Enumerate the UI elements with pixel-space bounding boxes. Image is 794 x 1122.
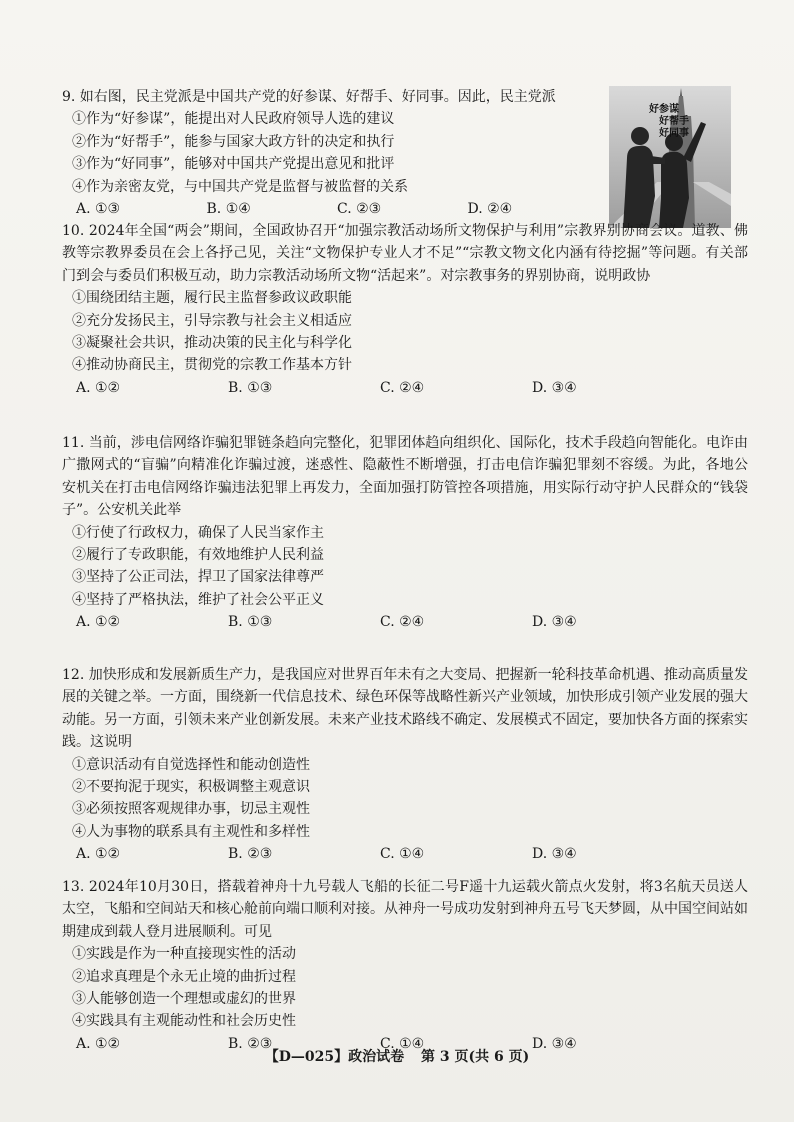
answer-choices: [62, 377, 748, 399]
answer-choices: [62, 611, 748, 633]
question-9: [62, 86, 598, 220]
statement-option: ④人为事物的联系具有主观性和多样性: [72, 823, 310, 840]
question-10: [62, 220, 748, 399]
answer-choices: [62, 843, 748, 865]
choice-b[interactable]: B. ①③: [228, 614, 273, 631]
choice-a[interactable]: A. ①②: [76, 379, 121, 396]
choice-a[interactable]: A. ①②: [76, 846, 121, 863]
illustration-caption: [649, 104, 689, 140]
statement-option: ④推动协商民主，贯彻党的宗教工作基本方针: [72, 357, 352, 374]
question-stem: 9. 如右图，民主党派是中国共产党的好参谋、好帮手、好同事。因此，民主党派: [62, 89, 556, 105]
statement-option: ②追求真理是个永无止境的曲折过程: [72, 968, 296, 985]
question-stem: 10. 2024年全国“两会”期间，全国政协召开“加强宗教活动场所文物保护与利用”宗教界别协商会议。道教、佛教等宗教界委员在会上各抒己见，关注“文物保护专业人才不足”“宗教文物文化内涵有待挖掘”等问题。有关部门到会与委员们积极互动，助力宗教活动场所文物“活起来”。对宗教事务的界别协商，说明政协: [62, 223, 748, 284]
exam-code: 【D—025】政治试卷: [264, 1049, 405, 1065]
choice-d[interactable]: D. ②④: [467, 201, 513, 218]
choice-b[interactable]: B. ②③: [228, 846, 273, 863]
page-footer: [0, 1046, 794, 1066]
statement-option: ④坚持了严格执法，维护了社会公平正义: [72, 591, 324, 608]
statement-option: ②不要拘泥于现实，积极调整主观意识: [72, 779, 310, 796]
statement-option: ④作为亲密友党，与中国共产党是监督与被监督的关系: [72, 178, 408, 195]
statement-option: ①实践是作为一种直接现实性的活动: [72, 946, 296, 963]
choice-d[interactable]: D. ③④: [532, 379, 577, 396]
party-cooperation-illustration: [609, 86, 731, 228]
statement-option: ③坚持了公正司法，捍卫了国家法律尊严: [72, 569, 324, 586]
choice-b[interactable]: B. ①④: [206, 201, 251, 218]
statement-option: ②充分发扬民主，引导宗教与社会主义相适应: [72, 312, 352, 329]
caption-line: 好帮手: [659, 116, 689, 127]
choice-c[interactable]: C. ①④: [380, 846, 425, 863]
choice-a[interactable]: A. ①③: [76, 201, 121, 218]
question-stem: 13. 2024年10月30日，搭载着神舟十九号载人飞船的长征二号F遥十九运载火箭点火发射，将3名航天员送人太空，飞船和空间站天和核心舱前向端口顺利对接。从神舟一号成功发射到神舟五号飞天梦圆，从中国空间站如期建成到载人登月进展顺利。可见: [62, 879, 748, 940]
statement-option: ③凝聚社会共识，推动决策的民主化与科学化: [72, 335, 352, 352]
caption-line: 好同事: [659, 128, 689, 139]
statement-option: ①围绕团结主题，履行民主监督参政议政职能: [72, 290, 352, 307]
statement-option: ①作为“好参谋”，能提出对人民政府领导人选的建议: [72, 111, 395, 128]
statement-option: ③人能够创造一个理想或虚幻的世界: [72, 991, 296, 1008]
statement-option: ①行使了行政权力，确保了人民当家作主: [72, 524, 324, 541]
statement-option: ②履行了专政职能，有效地维护人民利益: [72, 547, 324, 564]
choice-d[interactable]: D. ③④: [532, 846, 577, 863]
choice-d[interactable]: D. ③④: [532, 1035, 577, 1052]
choice-c[interactable]: C. ②④: [380, 614, 425, 631]
statement-option: ②作为“好帮手”，能参与国家大政方针的决定和执行: [72, 133, 395, 150]
page-number: 第 3 页(共 6 页): [421, 1049, 530, 1065]
question-13: [62, 876, 748, 1055]
question-12: [62, 664, 748, 866]
statement-option: ③必须按照客观规律办事，切忌主观性: [72, 801, 310, 818]
statement-option: ③作为“好同事”，能够对中国共产党提出意见和批评: [72, 156, 395, 173]
choice-b[interactable]: B. ②③: [228, 1035, 273, 1052]
choice-b[interactable]: B. ①③: [228, 379, 273, 396]
question-stem: 11. 当前，涉电信网络诈骗犯罪链条趋向完整化，犯罪团体趋向组织化、国际化，技术手段趋向智能化。电诈由广撒网式的“盲骗”向精准化诈骗过渡，迷惑性、隐蔽性不断增强，打击电信诈骗犯罪刻不容缓。为此，各地公安机关在打击电信网络诈骗违法犯罪上再发力，全面加强打防管控各项措施，用实际行动守护人民群众的“钱袋子”。公安机关此举: [62, 435, 748, 519]
choice-d[interactable]: D. ③④: [532, 614, 577, 631]
choice-a[interactable]: A. ①②: [76, 614, 121, 631]
choice-c[interactable]: C. ①④: [380, 1035, 425, 1052]
statement-option: ①意识活动有自觉选择性和能动创造性: [72, 756, 310, 773]
choice-c[interactable]: C. ②③: [337, 201, 382, 218]
statement-option: ④实践具有主观能动性和社会历史性: [72, 1013, 296, 1030]
question-11: [62, 432, 748, 634]
caption-line: 好参谋: [649, 104, 679, 115]
question-stem: 12. 加快形成和发展新质生产力，是我国应对世界百年未有之大变局、把握新一轮科技革命机遇、推动高质量发展的关键之举。一方面，围绕新一代信息技术、绿色环保等战略性新兴产业领域，加快形成引领产业发展的强大动能。另一方面，引领未来产业创新发展。未来产业技术路线不确定、发展模式不固定，要加快各方面的探索实践。这说明: [62, 667, 748, 751]
choice-a[interactable]: A. ①②: [76, 1035, 121, 1052]
answer-choices: [62, 198, 598, 220]
choice-c[interactable]: C. ②④: [380, 379, 425, 396]
